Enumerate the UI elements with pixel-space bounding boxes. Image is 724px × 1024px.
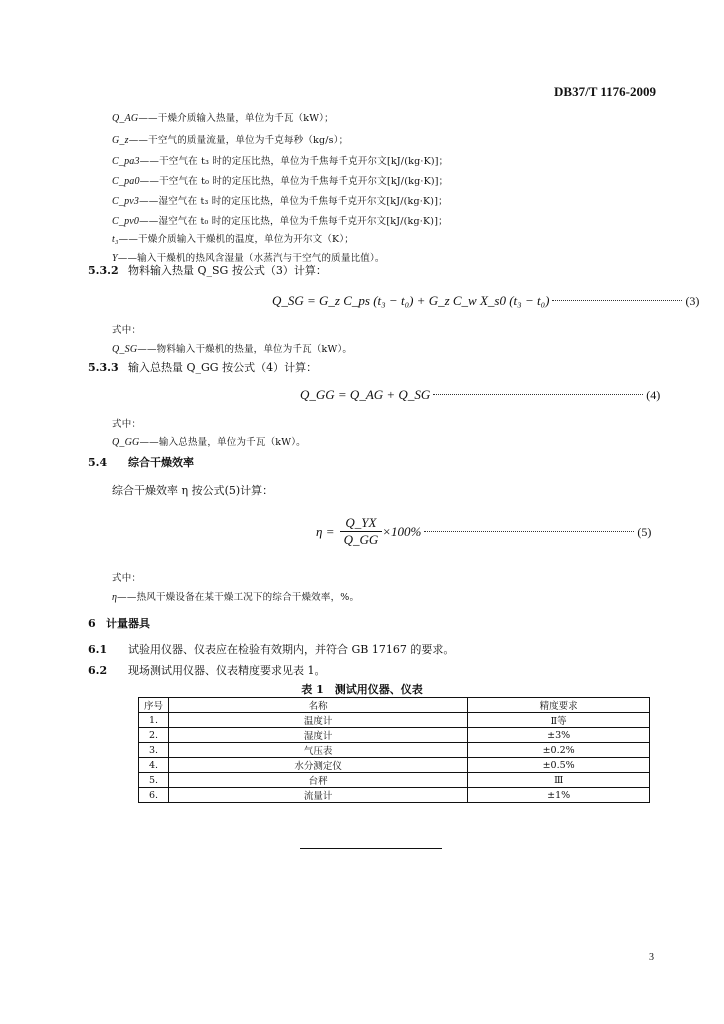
definition-item <box>112 132 348 146</box>
definition-qsg <box>112 341 352 355</box>
definition-symbol: C_pv3 <box>112 196 140 207</box>
clause-text: 现场测试用仪器、仪表精度要求见表 1。 <box>128 664 326 677</box>
clause-text: 物料输入热量 Q_SG 按公式（3）计算： <box>128 264 327 277</box>
table-cell: 5. <box>139 773 169 788</box>
section-title: 综合干燥效率 <box>128 456 194 469</box>
section-6-heading <box>88 615 150 631</box>
where-label: 式中： <box>112 419 142 430</box>
page-number: 3 <box>649 952 654 963</box>
table-cell: ±3% <box>468 728 650 743</box>
table-row <box>139 758 650 773</box>
formula-expression: Q_GG = Q_AG + Q_SG <box>300 387 431 402</box>
table-cell: Ⅲ <box>468 773 650 788</box>
clause-5-3-2 <box>88 262 327 278</box>
leader-dots <box>424 531 634 532</box>
section-number: 5.4 <box>88 456 108 469</box>
fraction <box>340 515 383 548</box>
definition-item <box>112 173 448 187</box>
table-cell: 湿度计 <box>168 728 467 743</box>
clause-6-2 <box>88 662 326 678</box>
leader-dots <box>433 394 643 395</box>
clause-text: 试验用仪器、仪表应在检验有效期内，并符合 GB 17167 的要求。 <box>128 643 455 656</box>
table-cell: 4. <box>139 758 169 773</box>
definition-text: ——湿空气在 t₃ 时的定压比热，单位为千焦每千克开尔文[kJ/(kg·K)]； <box>139 196 448 207</box>
definition-item <box>112 231 354 245</box>
definition-symbol: t₃ <box>112 234 119 245</box>
definition-text: ——输入总热量，单位为千瓦（kW）。 <box>139 437 306 448</box>
table-cell: ±0.2% <box>468 743 650 758</box>
table-header-row <box>139 698 650 713</box>
equation-number: (5) <box>637 525 652 539</box>
definition-item <box>112 110 334 124</box>
section-number: 6 <box>88 617 96 630</box>
table-cell: 6. <box>139 788 169 803</box>
document-code: DB37/T 1176-2009 <box>554 84 656 99</box>
table-cell: Ⅱ等 <box>468 713 650 728</box>
table-row <box>139 743 650 758</box>
equation-number: (3) <box>685 294 700 308</box>
header-cell: 名称 <box>168 698 467 713</box>
clause-number: 6.1 <box>88 643 108 656</box>
definition-symbol: Q_AG <box>112 113 139 124</box>
header-cell: 序号 <box>139 698 169 713</box>
where-label: 式中： <box>112 325 142 336</box>
definition-symbol: C_pa0 <box>112 176 140 187</box>
formula-5 <box>316 515 651 548</box>
definition-item <box>112 193 448 207</box>
table-cell: 温度计 <box>168 713 467 728</box>
section-title: 计量器具 <box>106 617 150 630</box>
section-5-4-text: 综合干燥效率 η 按公式(5)计算： <box>112 484 274 497</box>
table-cell: 2. <box>139 728 169 743</box>
clause-6-1 <box>88 641 454 657</box>
definition-text: ——干燥介质输入干燥机的温度，单位为开尔文（K）； <box>118 234 355 245</box>
definition-symbol: η <box>112 592 118 603</box>
leader-dots <box>552 300 682 301</box>
formula-rest: ×100% <box>382 524 422 539</box>
table-row <box>139 788 650 803</box>
fraction-numerator: Q_YX <box>340 515 383 532</box>
definition-text: ——湿空气在 t₀ 时的定压比热，单位为千焦每千克开尔文[kJ/(kg·K)]； <box>139 216 448 227</box>
table-cell: 台秤 <box>168 773 467 788</box>
header-cell: 精度要求 <box>468 698 650 713</box>
clause-number: 5.3.2 <box>88 264 119 277</box>
equation-number: (4) <box>646 388 661 402</box>
table-cell: ±0.5% <box>468 758 650 773</box>
table-row <box>139 713 650 728</box>
table-row <box>139 728 650 743</box>
definition-symbol: G_z <box>112 135 129 146</box>
definition-symbol: Q_GG <box>112 437 140 448</box>
definition-symbol: C_pa3 <box>112 156 140 167</box>
definition-text: ——物料输入干燥机的热量，单位为千瓦（kW）。 <box>137 344 353 355</box>
definition-symbol: C_pv0 <box>112 216 140 227</box>
clause-5-3-3 <box>88 359 317 375</box>
definition-item <box>112 213 448 227</box>
clause-text: 输入总热量 Q_GG 按公式（4）计算： <box>128 361 318 374</box>
definition-text: ——输入干燥机的热风含湿量（水蒸汽与干空气的质量比值）。 <box>117 253 385 264</box>
definition-qgg <box>112 434 306 448</box>
table-cell: 气压表 <box>168 743 467 758</box>
clause-number: 5.3.3 <box>88 361 119 374</box>
definition-eta <box>112 589 359 603</box>
table-cell: ±1% <box>468 788 650 803</box>
formula-expression: Q_SG = G_z C_ps (t₃ − t₀) + G_z C_w X_s0 (t₃ − t₀) <box>272 293 550 308</box>
footer-rule <box>300 848 442 849</box>
table-caption: 表 1 测试用仪器、仪表 <box>301 683 423 696</box>
table-cell: 流量计 <box>168 788 467 803</box>
definition-text: ——干空气在 t₃ 时的定压比热，单位为千焦每千克开尔文[kJ/(kg·K)]； <box>139 156 449 167</box>
instrument-table <box>138 697 650 803</box>
section-5-4-heading <box>88 454 194 470</box>
definition-text: ——干空气的质量流量，单位为千克每秒（kg/s）； <box>128 135 349 146</box>
formula-3 <box>272 290 699 309</box>
definition-symbol: Y <box>112 253 118 264</box>
table-cell: 水分测定仪 <box>168 758 467 773</box>
fraction-denominator: Q_GG <box>343 532 379 547</box>
table-cell: 3. <box>139 743 169 758</box>
table-body <box>139 713 650 803</box>
formula-4 <box>300 384 660 403</box>
definition-text: ——热风干燥设备在某干燥工况下的综合干燥效率，%。 <box>117 592 360 603</box>
definition-text: ——干燥介质输入热量，单位为千瓦（kW）； <box>138 113 334 124</box>
table-cell: 1. <box>139 713 169 728</box>
formula-lhs: η = <box>316 524 335 539</box>
where-label: 式中： <box>112 573 142 584</box>
definition-symbol: Q_SG <box>112 344 138 355</box>
definition-text: ——干空气在 t₀ 时的定压比热，单位为千焦每千克开尔文[kJ/(kg·K)]； <box>139 176 449 187</box>
clause-number: 6.2 <box>88 664 108 677</box>
definition-item <box>112 153 448 167</box>
table-row <box>139 773 650 788</box>
